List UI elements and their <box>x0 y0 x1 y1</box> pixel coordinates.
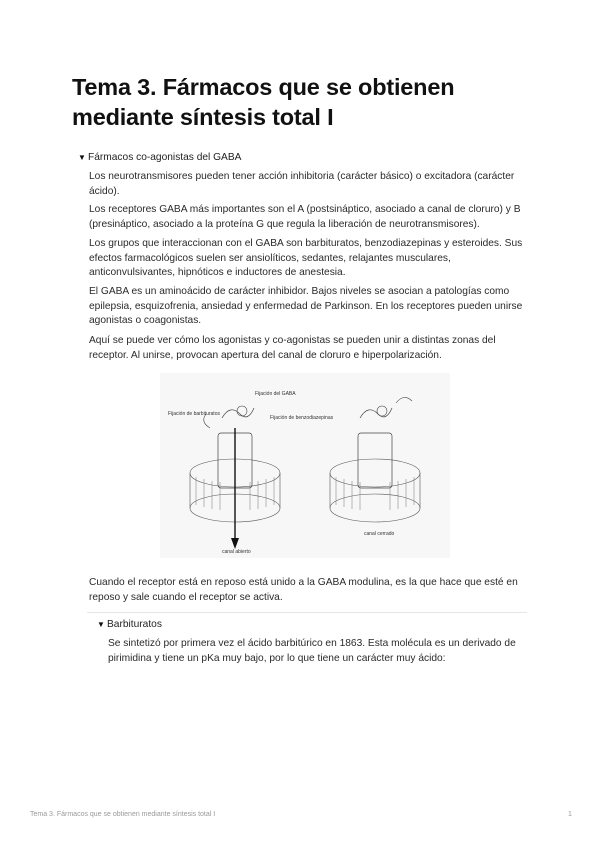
paragraph-neurotransmisores: Los neurotransmisores pueden tener acción inhibitoria (carácter básico) o excitadora (carácter ácido). <box>89 171 515 197</box>
paragraph-receptores: Los receptores GABA más importantes son el A (postsináptico, asociado a canal de cloruro) y B (presináptico, asociado a la proteína G que regula la liberación de neurotransmisores). <box>89 204 521 230</box>
label-fijacion-benzodiazepinas: Fijación de benzodiazepinas <box>270 415 334 421</box>
triangle-down-icon[interactable]: ▼ <box>97 620 105 629</box>
toggle-farmacos-coagonistas[interactable] <box>78 151 241 165</box>
triangle-down-icon[interactable]: ▼ <box>78 153 86 162</box>
label-fijacion-barbituratos: Fijación de barbituratos <box>168 411 220 417</box>
label-canal-abierto: canal abierto <box>222 549 251 555</box>
toggle-barbituratos[interactable] <box>97 618 162 632</box>
label-fijacion-gaba: Fijación del GABA <box>255 391 296 397</box>
paragraph-gaba: El GABA es un aminoácido de carácter inhibidor. Bajos niveles se asocian a patologías como epilepsia, esquizofrenia, ansiedad y enfermedad de Parkinson. En los receptores pueden unirse agonistas o coagonistas. <box>89 286 523 327</box>
toggle-heading: Barbituratos <box>107 619 162 630</box>
gaba-receptor-figure <box>160 373 450 558</box>
label-canal-cerrado: canal cerrado <box>364 531 395 537</box>
paragraph-grupos: Los grupos que interaccionan con el GABA son barbituratos, benzodiazepinas y esteroides. Sus efectos farmacológicos suelen ser ansiolíticos, sedantes, relajantes musculares, anticonvulsivantes, hipnóticos e inductores de anestesia. <box>89 238 523 279</box>
paragraph-barbiturico: Se sintetizó por primera vez el ácido barbitúrico en 1863. Esta molécula es un derivado de pirimidina y tiene un pKa muy bajo, por lo que tiene un carácter muy ácido: <box>108 638 516 664</box>
paragraph-gaba-modulina: Cuando el receptor está en reposo está unido a la GABA modulina, es la que hace que esté en reposo y sale cuando el receptor se activa. <box>89 577 518 603</box>
divider <box>87 612 527 613</box>
toggle-heading: Fármacos co-agonistas del GABA <box>88 152 242 163</box>
footer-title: Tema 3. Fármacos que se obtienen mediante síntesis total I <box>30 811 216 818</box>
receptor-diagram <box>160 373 450 558</box>
page-title: Tema 3. Fármacos que se obtienen mediante síntesis total I <box>72 74 455 130</box>
page-number: 1 <box>568 811 572 818</box>
paragraph-agonistas: Aquí se puede ver cómo los agonistas y co-agonistas se pueden unir a distintas zonas del receptor. Al unirse, provocan apertura del canal de cloruro e hiperpolarización. <box>89 335 496 361</box>
